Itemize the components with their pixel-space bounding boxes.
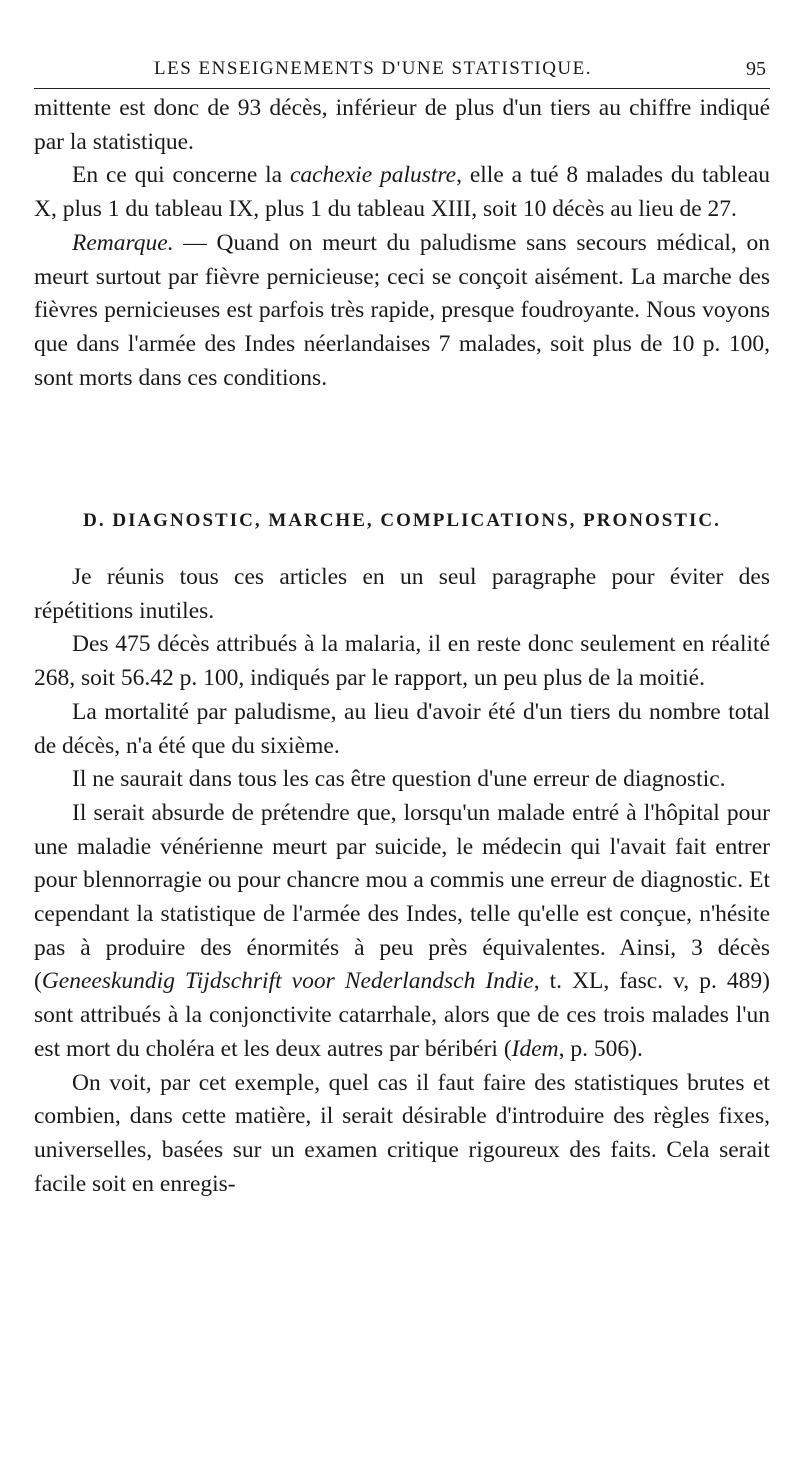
page-number: 95 [746, 58, 766, 80]
italic-term: cachexie palustre [289, 162, 457, 189]
paragraph: La mortalité par paludisme, au lieu d'avoir été d'un tiers du nombre total de décès, n'a été que du sixième. [34, 698, 770, 759]
paragraph: Il ne saurait dans tous les cas être question d'une erreur de diagnostic. [72, 766, 726, 793]
section-heading: D. DIAGNOSTIC, MARCHE, COMPLICATIONS, PRONOSTIC. [83, 510, 721, 531]
paragraph: mittente est donc de 93 décès, inférieur de plus d'un tiers au chiffre indiqué par la statistique. [34, 95, 770, 155]
top-text-block [34, 92, 770, 395]
running-title: LES ENSEIGNEMENTS D'UNE STATISTIQUE. [154, 58, 592, 79]
paragraph: Des 475 décès attribués à la malaria, il en reste donc seulement en réalité 268, soit 56.42 p. 100, indiqués par le rapport, un peu plus de la moitié. [34, 631, 770, 692]
running-header [34, 58, 770, 89]
paragraph: Il serait absurde de prétendre que, lorsqu'un malade entré à l'hôpital pour une maladie vénérienne meurt par suicide, le médecin qui l'avait fait entrer pour blennorragie ou pour chancre mou a commis une erreur de diagnostic. Et cependant la statistique de l'armée des Indes, telle qu'elle est conçue, n'hésite pas à produire des énormités à peu près équivalentes. Ainsi, 3 décès (Geneeskundig Tijdschrift voor Nederlandsch Indie, t. XL, fasc. v, p. 489) sont attribués à la conjonctivite catarrhale, alors que de ces trois malades l'un est mort du choléra et les deux autres par béribéri (Idem, p. 506). [34, 799, 770, 1062]
bottom-text-block [34, 561, 770, 1201]
paragraph: Je réunis tous ces articles en un seul paragraphe pour éviter des répétitions inutiles. [34, 564, 770, 624]
paragraph: On voit, par cet exemple, quel cas il faut faire des statistiques brutes et combien, dans cette matière, il serait désirable d'introduire des règles fixes, universelles, basées sur un examen critique rigoureux des faits. Cela serait facile soit en enregis- [34, 1069, 770, 1197]
paragraph: Remarque. — Quand on meurt du paludisme sans secours médical, on meurt surtout par fièvre pernicieuse; ceci se conçoit aisément. La marche des fièvres pernicieuses est parfois très rapide, presque foudroyante. Nous voyons que dans l'armée des Indes néerlandaises 7 malades, soit plus de 10 p. 100, sont morts dans ces conditions. [34, 229, 770, 391]
remark-label: Remarque. [72, 229, 174, 256]
journal-title: Geneeskundig Tijdschrift voor Nederlandsch Indie [41, 968, 534, 995]
paragraph: En ce qui concerne la cachexie palustre, elle a tué 8 malades du tableau X, plus 1 du tableau IX, plus 1 du tableau XIII, soit 10 décès au lieu de 27. [34, 162, 771, 223]
idem-reference: Idem [511, 1035, 559, 1062]
